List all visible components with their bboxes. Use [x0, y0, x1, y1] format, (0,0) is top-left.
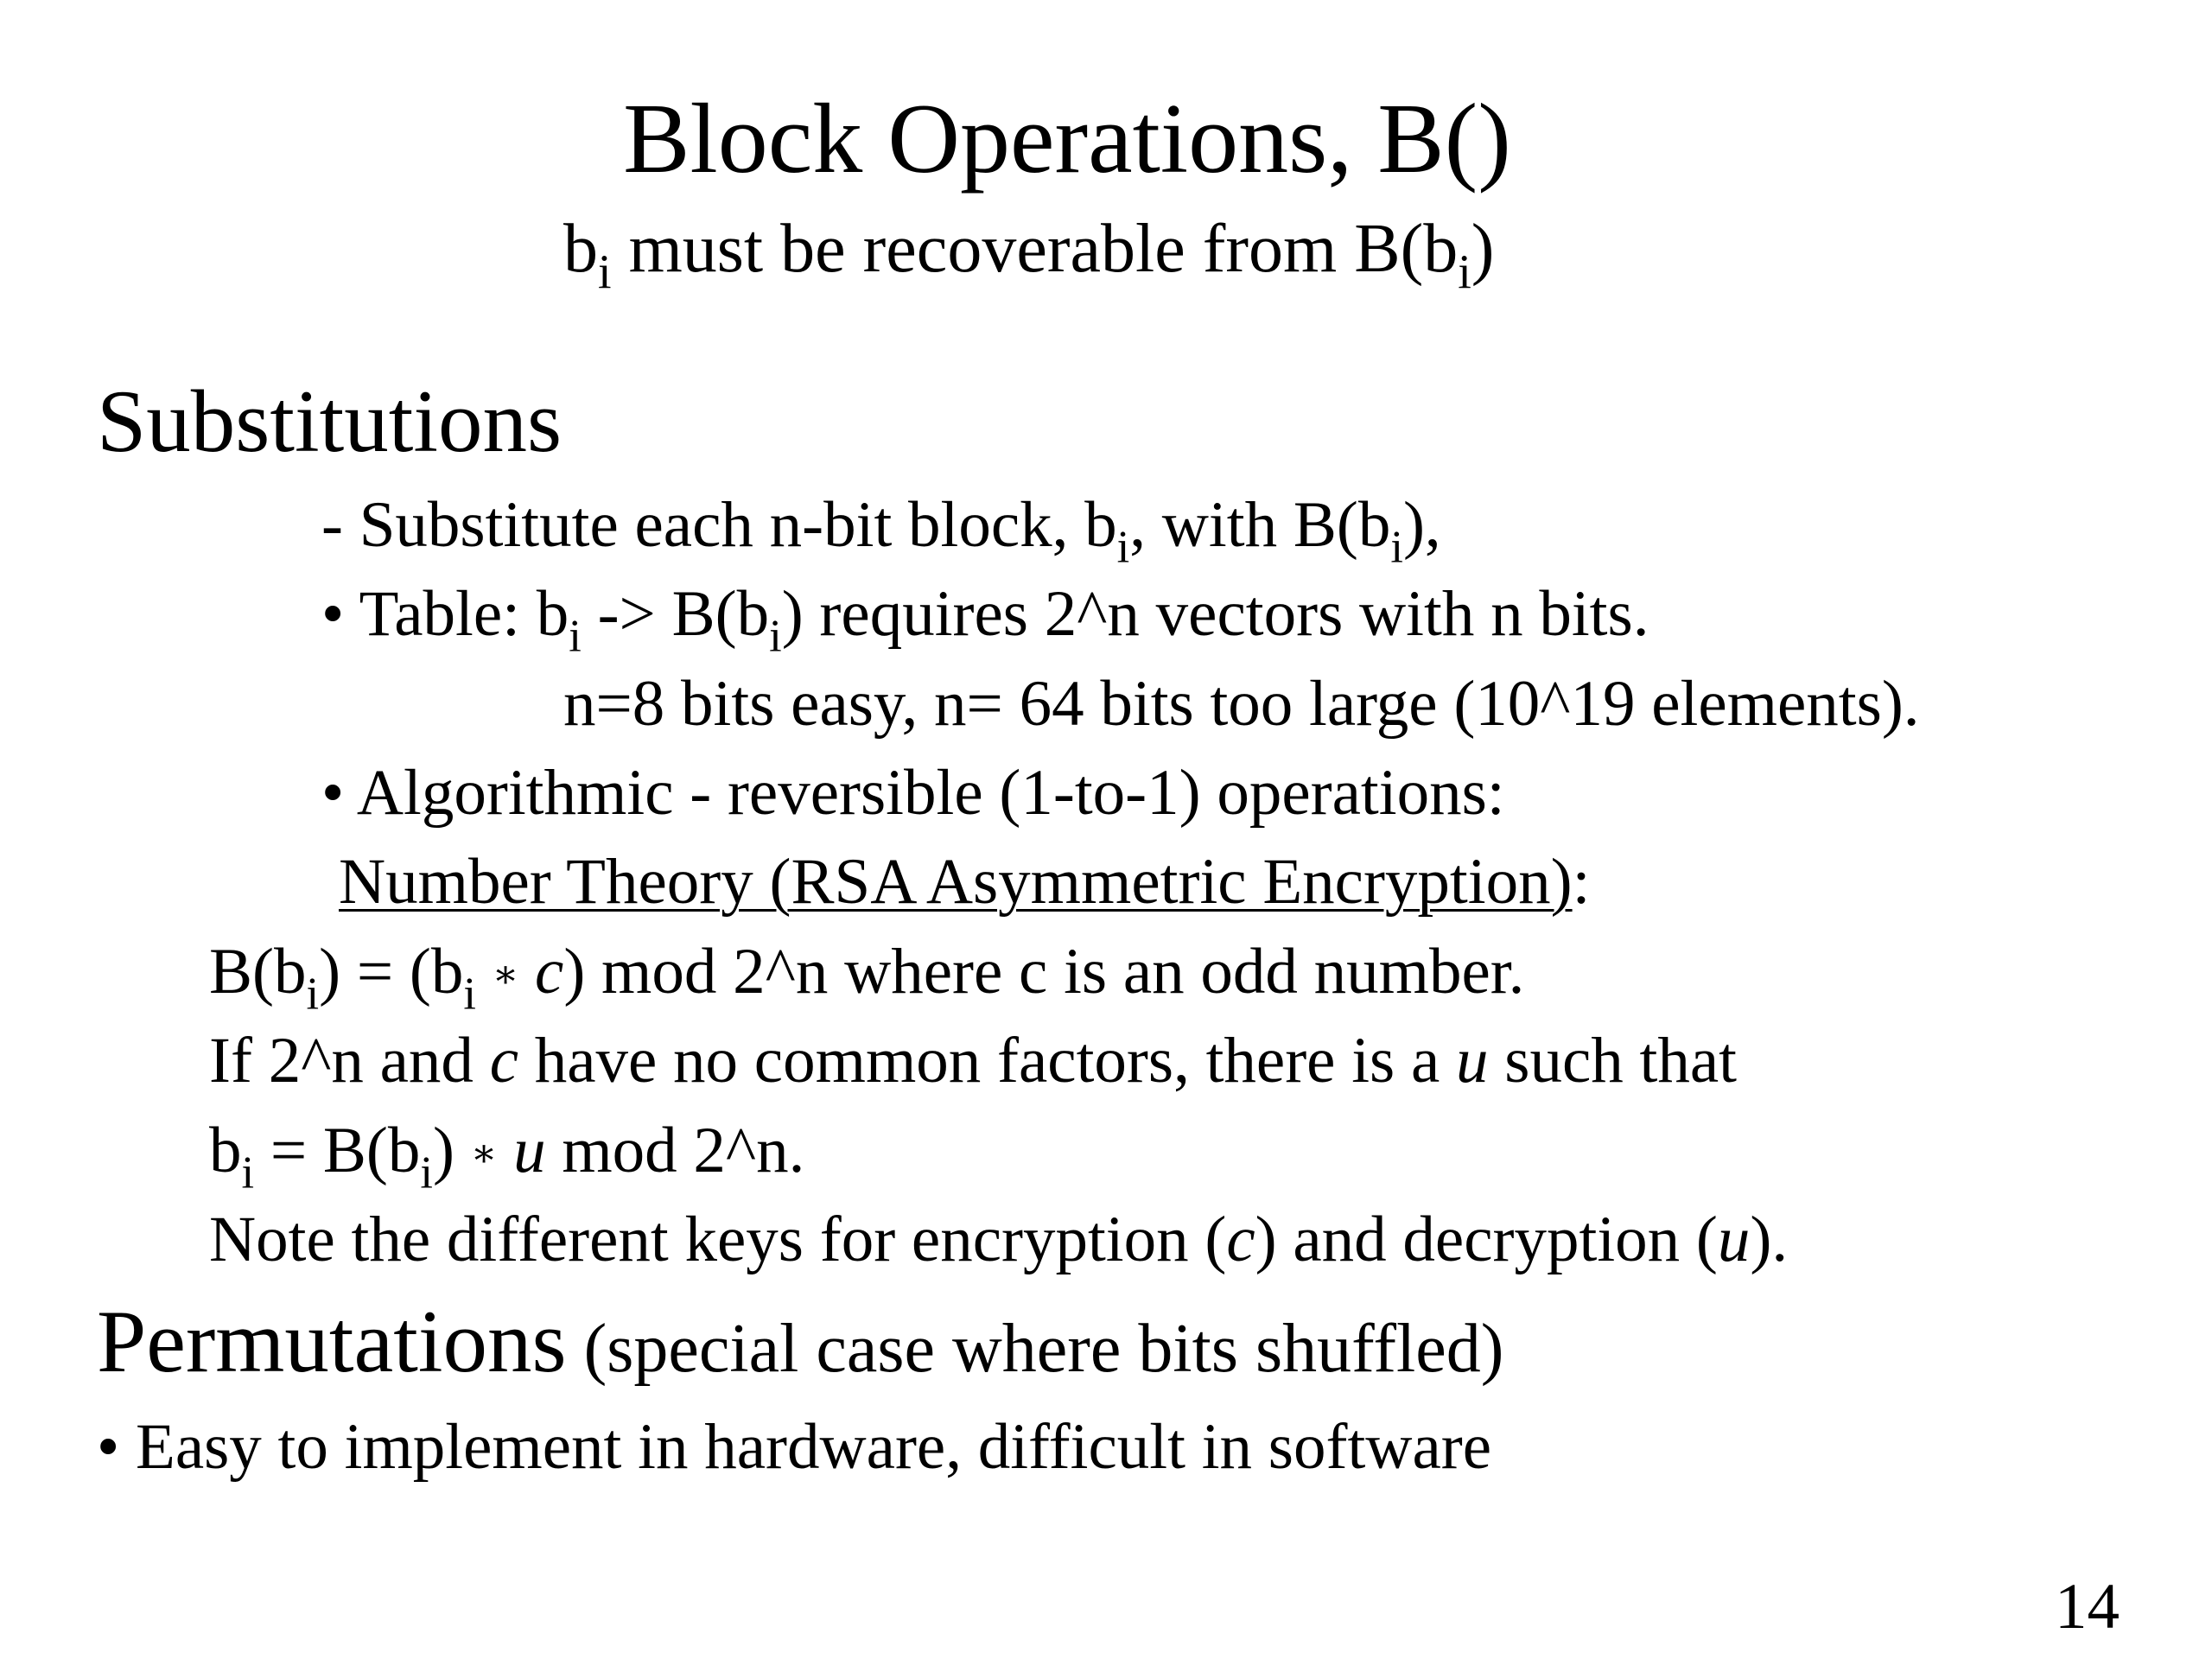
- inverse-line: [209, 1025, 1737, 1096]
- subtitle-subscript-1: i: [598, 245, 612, 300]
- substitute-text-2: , with B(b: [1129, 489, 1391, 561]
- permutations-heading: Permutations: [97, 1293, 567, 1391]
- substitute-subscript-2: i: [1390, 522, 1403, 573]
- note-line: [209, 1204, 1789, 1275]
- subtitle-text-3: ): [1471, 211, 1495, 287]
- permutations-note: (special case where bits shuffled): [566, 1311, 1504, 1387]
- note-text-3: ).: [1750, 1204, 1789, 1275]
- inverse-text-2: have no common factors, there is a: [518, 1025, 1457, 1096]
- subtitle-text-1: b: [563, 211, 598, 287]
- number-theory-colon: :: [1572, 846, 1591, 918]
- table-text-2: -> B(b: [581, 578, 770, 650]
- substitute-text-1: - Substitute each n-bit block, b: [321, 489, 1117, 561]
- subtitle-subscript-2: i: [1458, 245, 1471, 300]
- number-theory-line: [339, 846, 1591, 918]
- formula-text-2: ) = (b: [319, 936, 464, 1007]
- formula-var-c: c: [535, 936, 564, 1007]
- note-var-u: u: [1717, 1204, 1751, 1275]
- formula-text-3: ) mod 2^n where c is an odd number.: [563, 936, 1525, 1007]
- inverse-formula-line: [209, 1115, 805, 1198]
- permutations-bullet: • Easy to implement in hardware, difficult in software: [97, 1411, 1492, 1483]
- multiply-operator: ∗: [492, 952, 519, 996]
- slide-subtitle: [563, 211, 1495, 300]
- inverse-formula-text-4: mod 2^n.: [545, 1115, 805, 1186]
- note-var-c: c: [1226, 1204, 1255, 1275]
- permutations-heading-line: [97, 1293, 1504, 1391]
- formula-text-1: B(b: [209, 936, 307, 1007]
- table-text-3: ) requires 2^n vectors with n bits.: [781, 578, 1649, 650]
- inverse-formula-subscript-1: i: [241, 1147, 255, 1198]
- multiply-operator-2: ∗: [470, 1131, 498, 1175]
- substitute-text-3: ),: [1402, 489, 1441, 561]
- slide-title: Block Operations, B(): [623, 84, 1511, 194]
- inverse-formula-subscript-2: i: [420, 1147, 433, 1198]
- inverse-var-u: u: [1456, 1025, 1489, 1096]
- note-text-2: ) and decryption (: [1255, 1204, 1718, 1275]
- table-detail-line: n=8 bits easy, n= 64 bits too large (10^19 elements).: [563, 668, 1920, 740]
- note-text-1: Note the different keys for encryption (: [209, 1204, 1227, 1275]
- substitute-line: [321, 489, 1441, 573]
- algorithmic-bullet: • Algorithmic - reversible (1-to-1) operations:: [321, 757, 1505, 829]
- inverse-formula-var-u: u: [513, 1115, 546, 1186]
- substitute-subscript-1: i: [1116, 522, 1130, 573]
- table-bullet: [321, 578, 1649, 662]
- subtitle-text-2: must be recoverable from B(b: [611, 211, 1459, 287]
- table-subscript-2: i: [769, 611, 782, 662]
- table-text-1: • Table: b: [321, 578, 569, 650]
- number-theory-link-text: Number Theory (RSA Asymmetric Encryption): [339, 846, 1573, 918]
- formula-subscript-2: i: [463, 969, 476, 1020]
- inverse-formula-text-3: ): [433, 1115, 471, 1186]
- formula-line: [209, 936, 1525, 1020]
- inverse-text-1: If 2^n and: [209, 1025, 490, 1096]
- substitutions-heading: Substitutions: [97, 372, 563, 471]
- inverse-text-3: such that: [1488, 1025, 1737, 1096]
- formula-subscript-1: i: [306, 969, 320, 1020]
- table-subscript-1: i: [569, 611, 582, 662]
- page-number: 14: [2055, 1571, 2120, 1643]
- inverse-formula-text-2: = B(b: [254, 1115, 421, 1186]
- inverse-formula-text-1: b: [209, 1115, 242, 1186]
- inverse-var-c: c: [489, 1025, 518, 1096]
